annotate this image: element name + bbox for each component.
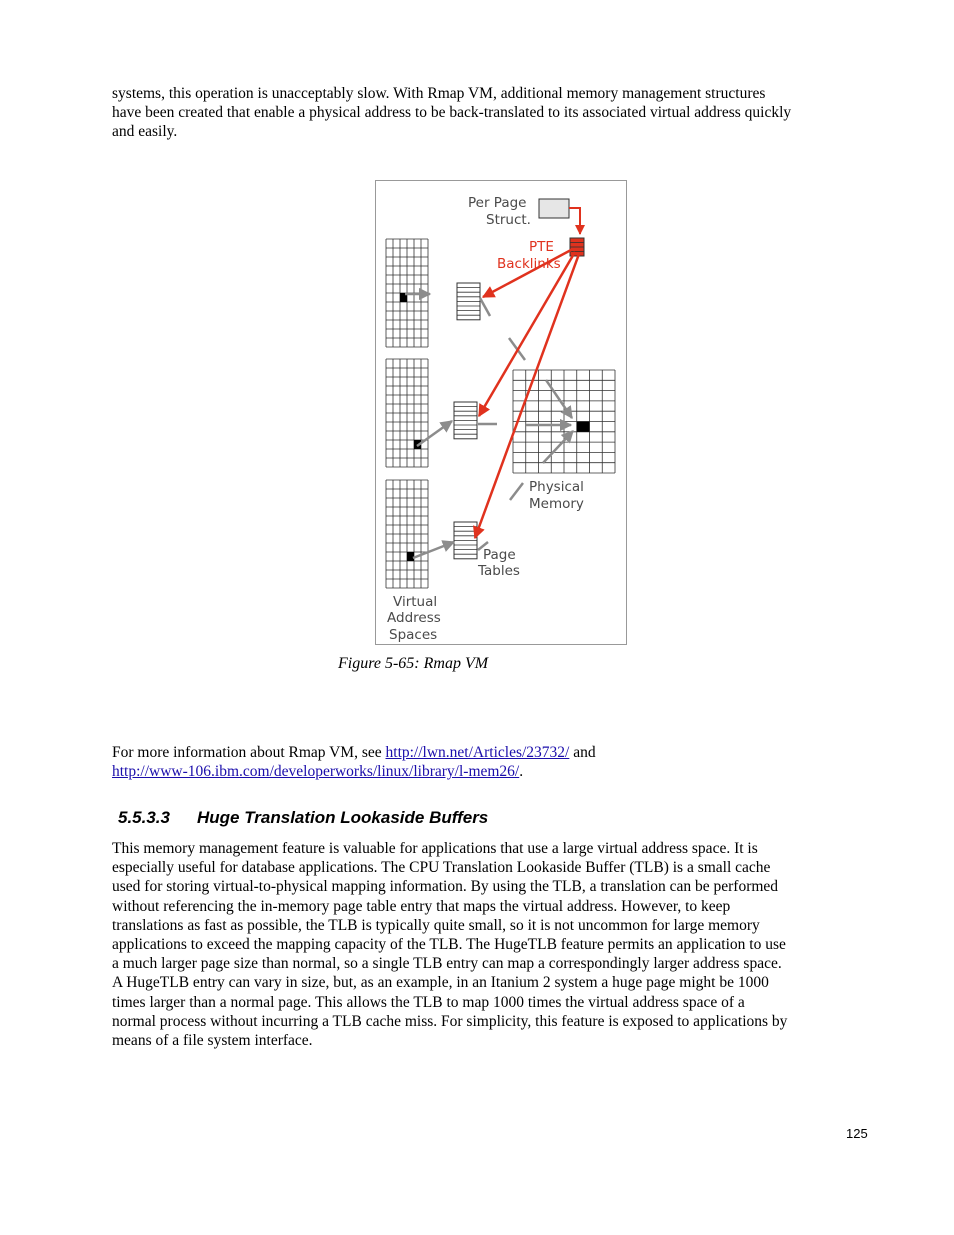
section-number: 5.5.3.3 xyxy=(118,808,170,827)
pte-backlinks-label: Backlinks xyxy=(497,256,561,272)
text-line xyxy=(112,762,872,781)
page-tables-label: Tables xyxy=(478,563,520,579)
text-line: systems, this operation is unacceptably slow. With Rmap VM, additional memory management structures xyxy=(112,85,766,102)
more-info-prefix: For more information about Rmap VM, see xyxy=(112,744,386,761)
per-page-struct-box xyxy=(539,199,569,218)
text-line: means of a file system interface. xyxy=(112,1032,313,1050)
text-line: This memory management feature is valuable for applications that use a large virtual address space. It is xyxy=(112,840,758,857)
virtual-address-spaces-label: Address xyxy=(387,610,441,626)
physical-memory-label: Memory xyxy=(529,496,584,512)
page-table xyxy=(457,283,480,320)
more-info-suffix: . xyxy=(519,763,524,781)
text-line xyxy=(112,743,872,762)
text-line: times larger than a normal page. This allows the TLB to map 1000 times the virtual address space of a xyxy=(112,993,745,1011)
per-page-struct-label: Struct. xyxy=(486,212,531,228)
text-line: a much larger page size than normal, so a single TLB entry can map a correspondingly larger address space. xyxy=(112,955,782,973)
physical-memory-label: Physical xyxy=(529,479,584,495)
text-line: applications to exceed the mapping capacity of the TLB. The HugeTLB feature permits an application to use xyxy=(112,936,786,954)
rmap-vm-figure xyxy=(375,180,627,645)
text-line: and easily. xyxy=(112,123,178,141)
page-number: 125 xyxy=(846,1126,868,1141)
text-line: used for storing virtual-to-physical mapping information. By using the TLB, a translation can be performed xyxy=(112,878,779,896)
per-page-struct-label: Per Page xyxy=(468,195,527,211)
virtual-address-spaces-label: Virtual xyxy=(393,594,438,610)
text-line: without referencing the in-memory page table entry that maps the virtual address. However, to keep xyxy=(112,897,731,915)
more-info-paragraph xyxy=(112,743,872,781)
lwn-link[interactable]: http://lwn.net/Articles/23732/ xyxy=(385,744,570,761)
text-line: A HugeTLB entry can vary in size, but, as an example, in an Itanium 2 system a huge page might be 1000 xyxy=(112,974,769,992)
page-table xyxy=(454,522,477,559)
more-info-middle: and xyxy=(569,744,596,761)
section-heading xyxy=(118,808,488,828)
text-line: normal process without incurring a TLB cache miss. For simplicity, this feature is exposed to applications by xyxy=(112,1012,788,1030)
text-line: translations as fast as possible, the TLB is typically quite small, so it is not uncommon for large memory xyxy=(112,916,760,934)
ibm-link[interactable]: http://www-106.ibm.com/developerworks/linux/library/l-mem26/ xyxy=(112,763,520,781)
pte-backlinks-label: PTE xyxy=(529,239,554,255)
section-title: Huge Translation Lookaside Buffers xyxy=(197,808,489,827)
huge-tlb-paragraph xyxy=(112,839,872,1050)
text-line: especially useful for database applications. The CPU Translation Lookaside Buffer (TLB) is a small cache xyxy=(112,859,771,877)
page-table xyxy=(454,402,477,439)
page-tables-label: Page xyxy=(483,547,516,563)
virtual-address-spaces-label: Spaces xyxy=(389,627,438,643)
figure-caption: Figure 5-65: Rmap VM xyxy=(338,655,489,672)
intro-paragraph xyxy=(112,84,872,142)
pte-backlink-block xyxy=(570,238,584,256)
text-line: have been created that enable a physical address to be back-translated to its associated virtual address quickly xyxy=(112,104,792,122)
